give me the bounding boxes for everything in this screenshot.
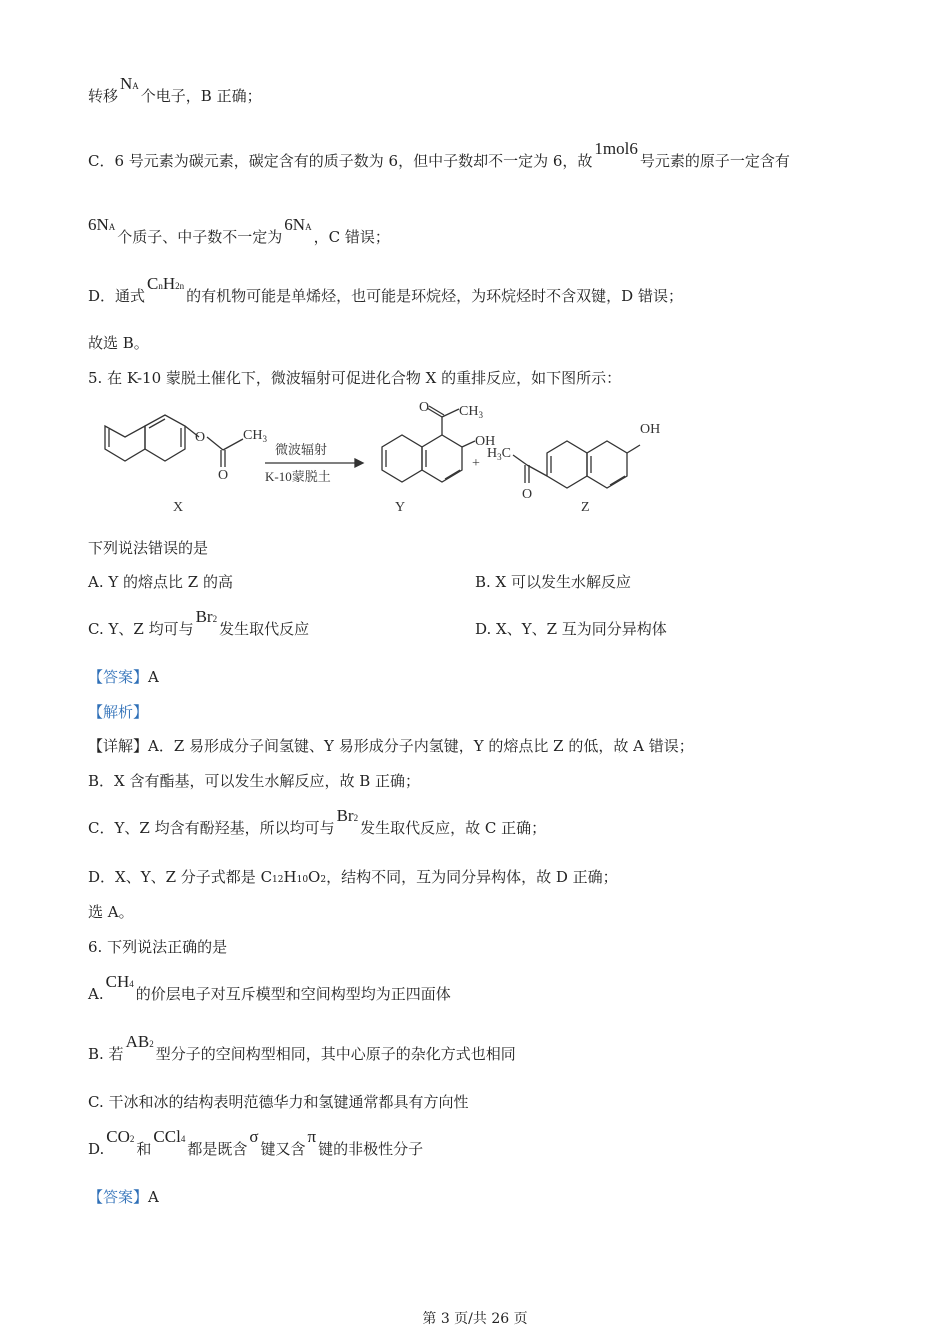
methyl-label: $CH_3$ <box>243 428 267 444</box>
hydroxyl-label: OH <box>640 422 661 437</box>
formula-br2: Br2 <box>195 607 218 626</box>
plus-sign: + <box>472 456 480 471</box>
detail-b: B．X 含有酯基，可以发生水解反应，故 B 正确； <box>88 772 421 790</box>
q6-option-c: C. 干冰和冰的结构表明范德华力和氢键通常都具有方向性 <box>88 1093 469 1111</box>
formula-na: NA <box>120 74 139 93</box>
answer: 【答案】A <box>88 1188 159 1206</box>
page-number: 第 3 页/共 26 页 <box>422 1311 528 1327</box>
formula-cnh2n: CnH2n <box>147 274 185 293</box>
text-line: 故选 B。 <box>88 334 149 352</box>
oxygen-label: O <box>419 400 430 415</box>
formula-6na: 6NA <box>284 215 312 234</box>
formula-1mol6: 1mol6 <box>594 139 638 158</box>
question-prompt: 下列说法错误的是 <box>88 539 209 557</box>
sigma-symbol: σ <box>249 1127 259 1146</box>
formula-ch4: CH4 <box>105 972 134 991</box>
hydroxyl-label: OH <box>475 434 496 449</box>
text-line: 转移NA个电子，B 正确； <box>88 74 262 105</box>
question-5-title: 5. 在 K-10 蒙脱土催化下，微波辐射可促进化合物 X 的重排反应，如下图所示： <box>88 369 622 387</box>
option-c: C. Y、Z 均可与Br2发生取代反应 <box>88 607 310 638</box>
formula-6na: 6NA <box>88 215 116 234</box>
pi-symbol: π <box>307 1127 317 1146</box>
arrow-label-bottom: K-10蒙脱土 <box>265 469 331 484</box>
compound-z-label: Z <box>581 500 590 515</box>
methyl-label: $H_3C$ <box>487 446 511 462</box>
reaction-scheme <box>95 395 715 520</box>
q6-option-d: D.CO2和CCl4都是既含σ键又含π键的非极性分子 <box>88 1127 424 1158</box>
formula-br2: Br2 <box>336 806 359 825</box>
option-a: A. Y 的熔点比 Z 的高 <box>88 573 233 591</box>
analysis-tag: 【解析】 <box>88 703 149 721</box>
formula-co2: CO2 <box>106 1127 135 1146</box>
compound-z-structure <box>513 441 640 488</box>
formula-ab2: AB2 <box>125 1032 154 1051</box>
formula-ccl4: CCl4 <box>153 1127 186 1146</box>
methyl-label: $CH_3$ <box>459 404 483 420</box>
question-6-title: 6. 下列说法正确的是 <box>88 938 228 956</box>
compound-x-structure <box>105 415 243 467</box>
detail-e: 选 A。 <box>88 903 134 921</box>
answer: 【答案】A <box>88 668 159 686</box>
oxygen-label: O <box>218 468 229 483</box>
text-line: 6NA个质子、中子数不一定为6NA，C 错误； <box>88 215 390 246</box>
compound-x-label: X <box>173 500 184 515</box>
q6-option-a: A.CH4的价层电子对互斥模型和空间构型均为正四面体 <box>88 972 451 1003</box>
detail-c: C．Y、Z 均含有酚羟基，所以均可与Br2发生取代反应，故 C 正确； <box>88 806 547 837</box>
option-d: D. X、Y、Z 互为同分异构体 <box>475 620 667 638</box>
q6-option-b: B. 若AB2型分子的空间构型相同，其中心原子的杂化方式也相同 <box>88 1032 516 1063</box>
detail-d: D．X、Y、Z 分子式都是 C12H10O2，结构不同，互为同分异构体，故 D 正确； <box>88 868 618 886</box>
text-line: C．6 号元素为碳元素，碳定含有的质子数为 6，但中子数却不一定为 6，故1mol6号元素的原子一定含有 <box>88 139 790 170</box>
ring <box>105 426 145 461</box>
ring <box>145 415 185 461</box>
arrow-label-top: 微波辐射 <box>275 442 328 457</box>
option-b: B. X 可以发生水解反应 <box>475 573 632 591</box>
compound-y-label: Y <box>395 500 406 515</box>
oxygen-label: O <box>195 430 206 445</box>
oxygen-label: O <box>522 487 533 502</box>
detail-a: 【详解】A．Z 易形成分子间氢键、Y 易形成分子内氢键，Y 的熔点比 Z 的低，故 A 错误； <box>88 737 694 755</box>
text-line: D．通式CnH2n的有机物可能是单烯烃，也可能是环烷烃，为环烷烃时不含双键，D 错误； <box>88 274 683 305</box>
